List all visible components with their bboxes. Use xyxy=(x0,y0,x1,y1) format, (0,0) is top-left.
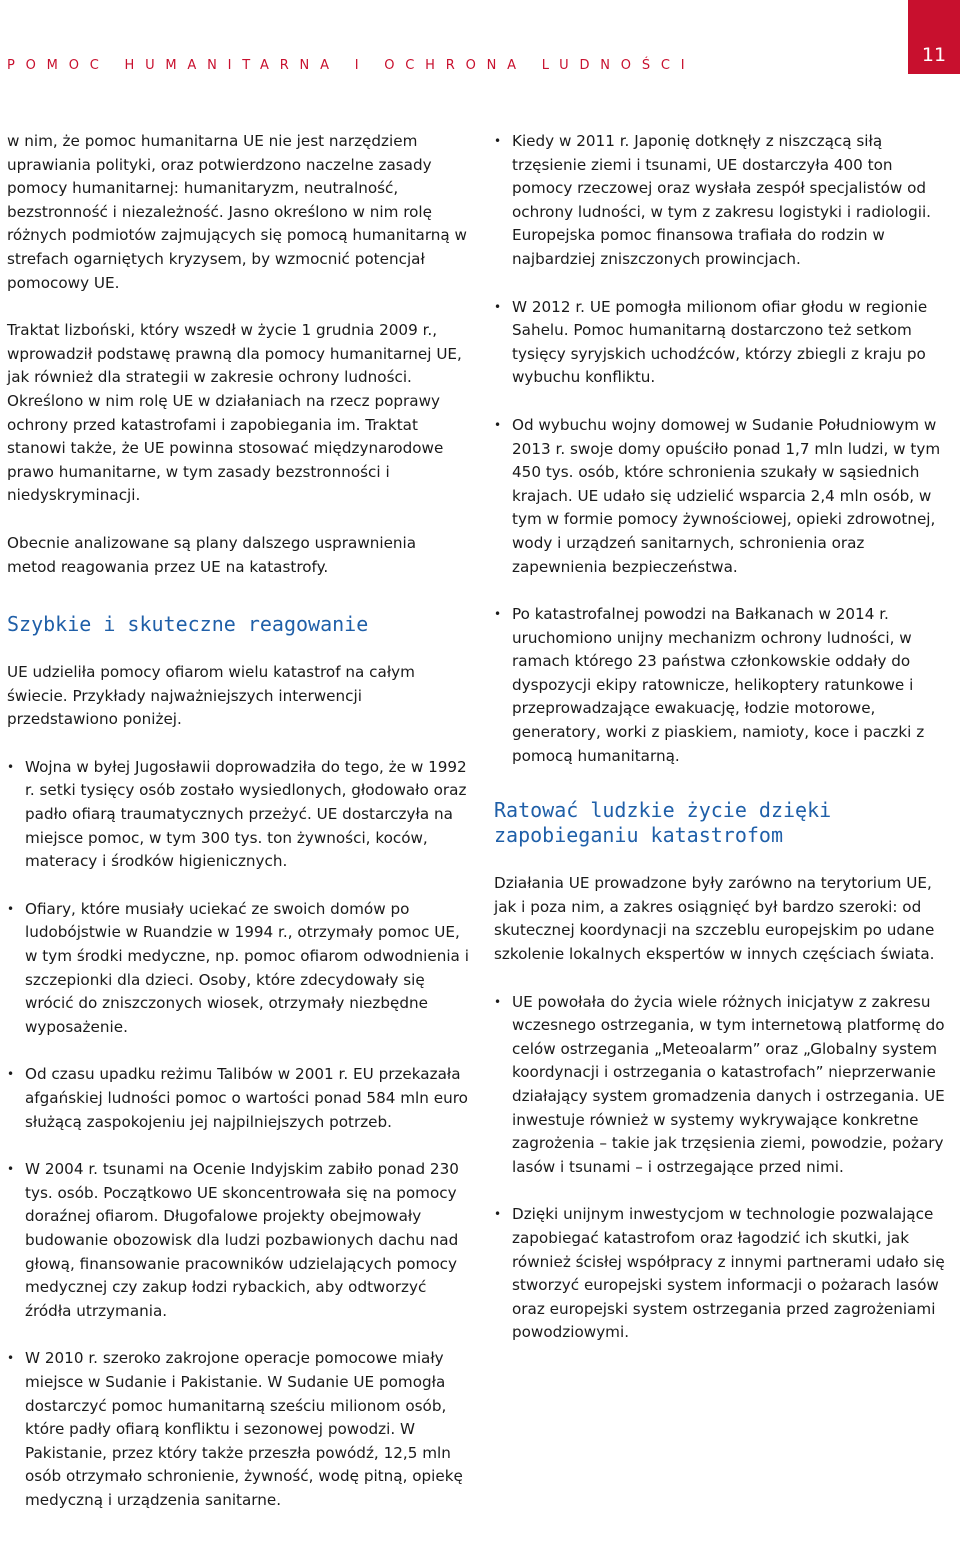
list-item: • W 2012 r. UE pomogła milionom ofiar głodu w regionie Sahelu. Pomoc humanitarną dostarczono też setkom tysięcy syryjskich uchodźców, którzy zbiegli z kraju po wybuchu konfliktu. xyxy=(494,296,956,390)
list-item: • Od wybuchu wojny domowej w Sudanie Południowym w 2013 r. swoje domy opuściło ponad 1,7 mln ludzi, w tym 450 tys. osób, które schronienia szukały w sąsiednich krajach. UE udało się udzielić wsparcia 2,4 mln osób, w tym w formie pomocy żywnościowej, opieki zdrowotnej, wody i urządzeń sanitarnych, schronienia oraz zapewnienia bezpieczeństwa. xyxy=(494,414,956,579)
running-header: POMOC HUMANITARNA I OCHRONA LUDNOŚCI xyxy=(7,58,696,73)
list-item: • Wojna w byłej Jugosławii doprowadziła do tego, że w 1992 r. setki tysięcy osób zostało wysiedlonych, głodowało oraz padło ofiarą traumatycznych przeżyć. UE dostarczyła na miejsce pomoc, w tym 300 tys. ton żywności, koców, materacy i środków higienicznych. xyxy=(7,756,469,874)
list-item: • UE powołała do życia wiele różnych inicjatyw z zakresu wczesnego ostrzegania, w tym internetową platformę do celów ostrzegania „Meteoalarm” oraz „Globalny system koordynacji i ostrzegania o katastrofach” nieprzerwanie działający system gromadzenia danych i ostrzegania. UE inwestuje również w systemy wykrywające konkretne zagrożenia – takie jak trzęsienia ziemi, powodzie, pożary lasów i tsunami – i ostrzegające przed nimi. xyxy=(494,991,956,1180)
list-item: • W 2010 r. szeroko zakrojone operacje pomocowe miały miejsce w Sudanie i Pakistanie. W Sudanie UE pomogła dostarczyć pomoc humanitarną sześciu milionom osób, które padły ofiarą konfliktu i sezonowej powodzi. W Pakistanie, przez który także przeszła powódź, 12,5 mln osób otrzymało schronienie, żywność, wodę pitną, opiekę medyczną i urządzenia sanitarne. xyxy=(7,1347,469,1512)
list-item: • W 2004 r. tsunami na Ocenie Indyjskim zabiło ponad 230 tys. osób. Początkowo UE skoncentrowała się na pomocy doraźnej ofiarom. Długofalowe projekty obejmowały budowanie obozowisk dla ludzi pozbawionych dachu nad głową, finansowanie pracowników udzielających pomocy medycznej czy zakup łodzi rybackich, aby odtworzyć źródła utrzymania. xyxy=(7,1158,469,1323)
bullet-list xyxy=(7,756,469,1513)
right-column xyxy=(494,130,956,1369)
section-heading: Ratować ludzkie życie dzięki zapobieganiu katastrofom xyxy=(494,798,832,848)
list-item: • Dzięki unijnym inwestycjom w technologie pozwalające zapobiegać katastrofom oraz łagodzić ich skutki, jak również ścisłej współpracy z innymi partnerami udało się stworzyć europejski system informacji o pożarach lasów oraz europejski system ostrzegania przed zagrożeniami powodziowymi. xyxy=(494,1203,956,1345)
list-item: • Po katastrofalnej powodzi na Bałkanach w 2014 r. uruchomiono unijny mechanizm ochrony ludności, w ramach którego 23 państwa członkowskie oddały do dyspozycji ekipy ratownicze, helikoptery ratunkowe i przeprowadzające ewakuację, łodzie motorowe, generatory, worki z piaskiem, namioty, koce i paczki z pomocą humanitarną. xyxy=(494,603,956,768)
left-column xyxy=(7,130,469,1537)
page-number: 11 xyxy=(908,0,960,74)
paragraph: Działania UE prowadzone były zarówno na terytorium UE, jak i poza nim, a zakres osiągnięć był bardzo szeroki: od skutecznej koordynacji na szczeblu europejskim po udane szkolenie lokalnych ekspertów w innych częściach świata. xyxy=(494,874,935,964)
list-item: • Kiedy w 2011 r. Japonię dotknęły z niszczącą siłą trzęsienie ziemi i tsunami, UE dostarczyła 400 ton pomocy rzeczowej oraz wysłała zespół specjalistów od ochrony ludności, w tym z zakresu logistyki i radiologii. Europejska pomoc finansowa trafiała do rodzin w najbardziej zniszczonych prowincjach. xyxy=(494,130,956,272)
bullet-list xyxy=(494,991,956,1345)
list-item: • Od czasu upadku reżimu Talibów w 2001 r. EU przekazała afgańskiej ludności pomoc o wartości ponad 584 mln euro służącą zaspokojeniu jej najpilniejszych potrzeb. xyxy=(7,1063,469,1134)
paragraph: w nim, że pomoc humanitarna UE nie jest narzędziem uprawiania polityki, oraz potwierdzono naczelne zasady pomocy humanitarnej: humanitaryzm, neutralność, bezstronność i niezależność. Jasno określono w nim rolę różnych podmiotów zajmujących się pomocą humanitarną w strefach ogarniętych kryzysem, by wzmocnić potencjał pomocowy UE. xyxy=(7,132,467,292)
bullet-list xyxy=(494,130,956,768)
paragraph: UE udzieliła pomocy ofiarom wielu katastrof na całym świecie. Przykłady najważniejszych interwencji przedstawiono poniżej. xyxy=(7,663,415,729)
section-heading: Szybkie i skuteczne reagowanie xyxy=(7,612,369,637)
paragraph: Obecnie analizowane są plany dalszego usprawnienia metod reagowania przez UE na katastrofy. xyxy=(7,533,417,576)
paragraph: Traktat lizboński, który wszedł w życie 1 grudnia 2009 r., wprowadził podstawę prawną dla pomocy humanitarnej UE, jak również dla strategii w zakresie ochrony ludności. Określono w nim rolę UE w działaniach na rzecz poprawy ochrony przed katastrofami i zapobiegania im. Traktat stanowi także, że UE powinna stosować międzynarodowe prawo humanitarne, w tym zasady bezstronności i niedyskryminacji. xyxy=(7,321,462,505)
list-item: • Ofiary, które musiały uciekać ze swoich domów po ludobójstwie w Ruandzie w 1994 r., otrzymały pomoc UE, w tym środki medyczne, np. pomoc ofiarom odwodnienia i szczepionki dla dzieci. Osoby, które zdecydowały się wrócić do zniszczonych wiosek, otrzymały niezbędne wyposażenie. xyxy=(7,898,469,1040)
